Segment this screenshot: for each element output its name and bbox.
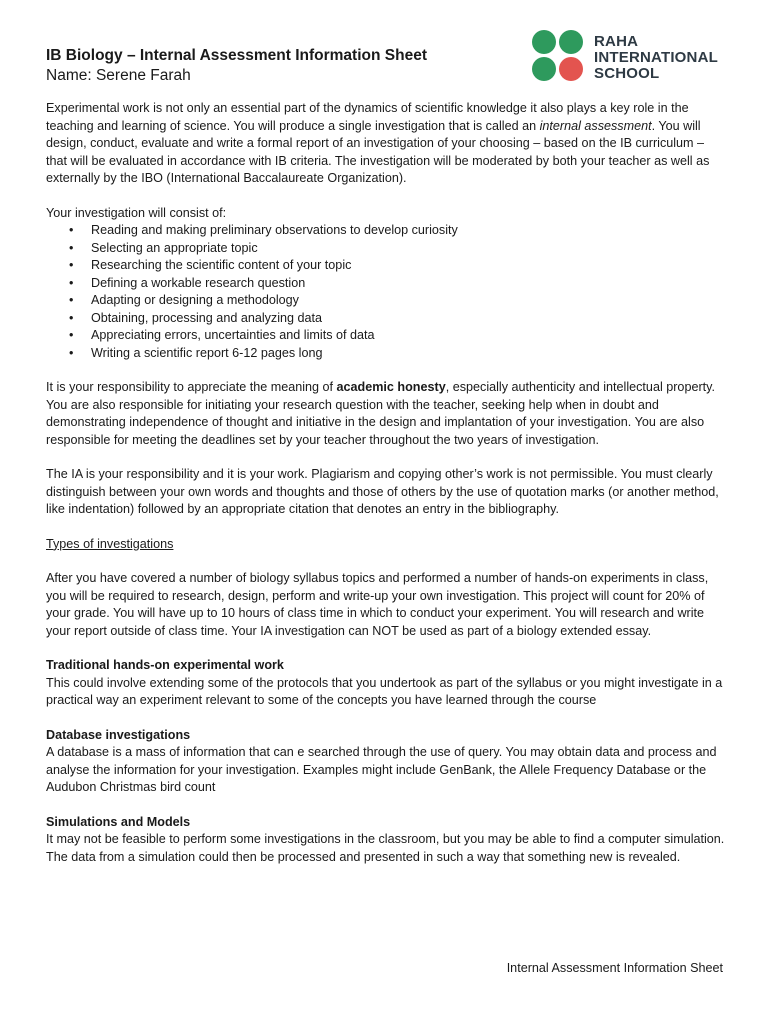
list-item: • Appreciating errors, uncertainties and limits of data [69, 327, 726, 345]
logo-line-3: SCHOOL [594, 65, 660, 82]
list-item: • Obtaining, processing and analyzing data [69, 310, 726, 328]
intro-text-1: Experimental work is not only an essential part of the dynamics of scientific knowledge it also plays a key role in the teaching and learning of science. You will produce a single investigation that is called an [46, 101, 689, 133]
traditional-body: This could involve extending some of the protocols that you undertook as part of the syllabus or you might investigate in a practical way an experiment relevant to some of the concepts you have learned through the course [46, 675, 723, 707]
list-item: • Adapting or designing a methodology [69, 292, 726, 310]
logo-line-2: INTERNATIONAL [594, 49, 718, 66]
list-item: • Reading and making preliminary observations to develop curiosity [69, 222, 726, 240]
database-body: A database is a mass of information that can e searched through the use of query. You may obtain data and process and analyse the information for your investigation. Examples might include GenBank, the Allele Frequency Database or the Audubon Christmas bird count [46, 745, 717, 794]
types-heading: Types of investigations [46, 536, 174, 551]
list-item: • Selecting an appropriate topic [69, 240, 726, 258]
types-intro-paragraph: After you have covered a number of biology syllabus topics and performed a number of hands-on experiments in class, you will be required to research, design, perform and write-up your own investigation. This project will count for 20% of your grade. You will have up to 10 hours of class time in which to conduct your experiment. You will research and write your report outside of class time. Your IA investigation can NOT be used as part of a biology extended essay. [46, 571, 709, 638]
honesty-paragraph [46, 379, 726, 449]
database-heading: Database investigations [46, 727, 191, 742]
page-footer: Internal Assessment Information Sheet [506, 961, 723, 975]
consist-lead: Your investigation will consist of: [46, 205, 227, 220]
honesty-text-1: It is your responsibility to appreciate the meaning of [46, 380, 337, 394]
plagiarism-paragraph: The IA is your responsibility and it is your work. Plagiarism and copying other’s work is not permissible. You must clearly distinguish between your own words and thoughts and those of others by the use of quotation marks (or another method, like indentation) followed by an appropriate citation that denotes an entry in the bibliography. [46, 467, 719, 516]
honesty-bold: academic honesty [336, 380, 446, 394]
honesty-text-2: , especially authenticity and intellectual property. You are also responsible for initiating your research question with the teacher, seeking help when in doubt and demonstrating independence of thought and initiative in the design and implantation of your investigation. You are also responsible for meeting the deadlines set by your teacher throughout the two years of investigation. [46, 380, 716, 447]
document-page [46, 46, 726, 883]
intro-paragraph [46, 100, 726, 188]
consist-list [46, 222, 726, 362]
list-item: • Writing a scientific report 6-12 pages long [69, 345, 726, 363]
intro-text-2: . You will design, conduct, evaluate and write a formal report of an investigation of your choosing – based on the IB curriculum – that will be evaluated in accordance with IB criteria. The investigation will be moderated by both your teacher as well as externally by the IBO (International Baccalaureate Organization). [46, 118, 710, 185]
simulations-body: It may not be feasible to perform some investigations in the classroom, but you may be able to find a computer simulation. The data from a simulation could then be processed and presented in such a way that something new is revealed. [46, 832, 725, 864]
document-title: IB Biology – Internal Assessment Information Sheet [46, 47, 427, 64]
list-item: • Researching the scientific content of your topic [69, 257, 726, 275]
list-item: • Defining a workable research question [69, 275, 726, 293]
student-name: Name: Serene Farah [46, 67, 191, 84]
traditional-heading: Traditional hands-on experimental work [46, 658, 284, 672]
logo-line-1: RAHA [594, 33, 639, 50]
simulations-heading: Simulations and Models [46, 814, 191, 829]
intro-emphasis: internal assessment [539, 118, 652, 133]
